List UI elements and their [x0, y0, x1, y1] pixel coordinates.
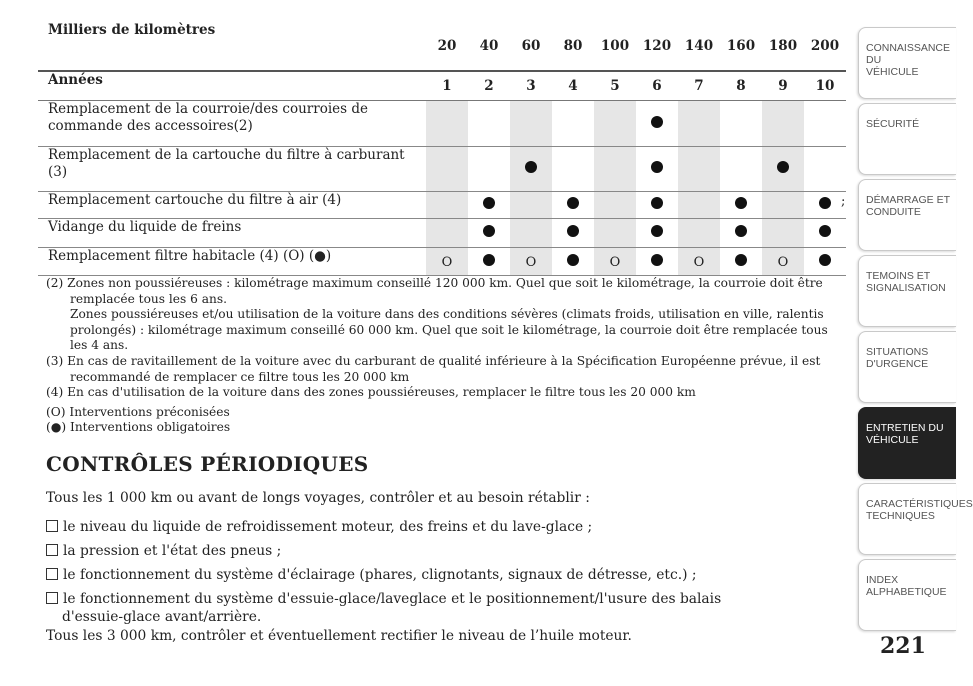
- year-column-header: 8: [720, 71, 762, 101]
- schedule-cell: [594, 219, 636, 248]
- row-label: Remplacement filtre habitacle (4) (O) (●): [38, 248, 426, 276]
- note-2-line: (2) Zones non poussiéreuses : kilométrage maximum conseillé 120 000 km. Quel que soit le kilométrage, la courroie doit être: [46, 276, 823, 290]
- km-column-header: 60: [510, 22, 552, 71]
- sidebar-tab-label: ENTRETIEN DU: [866, 422, 944, 434]
- row-label: Remplacement de la cartouche du filtre à carburant (3): [38, 147, 426, 192]
- section-title: CONTRÔLES PÉRIODIQUES: [46, 452, 369, 476]
- year-column-header: 1: [426, 71, 468, 101]
- schedule-cell: [636, 248, 678, 276]
- sidebar-tab-label: CARACTÉRISTIQUES: [866, 498, 973, 510]
- sidebar-tab-label: DÉMARRAGE ET: [866, 194, 951, 206]
- schedule-cell: [594, 192, 636, 219]
- schedule-cell: [510, 192, 552, 219]
- recommended-mark: O: [693, 254, 705, 270]
- year-column-header: 2: [468, 71, 510, 101]
- legend-mandatory: (●) Interventions obligatoires: [46, 420, 231, 435]
- sidebar-tab-label: VÉHICULE: [866, 434, 919, 446]
- schedule-cell: [552, 248, 594, 276]
- sidebar-tab-label: ALPHABETIQUE: [866, 586, 947, 598]
- checkbox-icon: [46, 568, 58, 580]
- schedule-cell: [678, 192, 720, 219]
- year-column-header: 3: [510, 71, 552, 101]
- mandatory-dot-icon: [651, 116, 663, 128]
- sidebar-tab-label: TECHNIQUES: [866, 510, 935, 522]
- sidebar-tab[interactable]: [858, 483, 973, 555]
- chapter-sidebar: [858, 27, 973, 635]
- list-item-text: la pression et l'état des pneus ;: [63, 543, 282, 559]
- sidebar-tab[interactable]: [858, 179, 956, 251]
- mandatory-dot-icon: [735, 197, 747, 209]
- list-item: [46, 590, 836, 608]
- schedule-cell: [720, 192, 762, 219]
- mandatory-dot-icon: [651, 225, 663, 237]
- sidebar-tab-label: TEMOINS ET: [866, 270, 931, 282]
- schedule-cell: [804, 248, 846, 276]
- schedule-cell: [678, 147, 720, 192]
- mandatory-dot-icon: [483, 254, 495, 266]
- schedule-cell: [468, 101, 510, 147]
- mandatory-dot-icon: [651, 161, 663, 173]
- schedule-cell: [720, 147, 762, 192]
- schedule-cell: [762, 219, 804, 248]
- schedule-cell: [426, 101, 468, 147]
- km-header-label: Milliers de kilomètres: [38, 22, 426, 71]
- sidebar-tab[interactable]: [858, 255, 956, 327]
- sidebar-tab-label: VÉHICULE: [866, 66, 919, 78]
- recommended-mark: O: [525, 254, 537, 270]
- sidebar-tab-label: SITUATIONS: [866, 346, 929, 358]
- mandatory-dot-icon: [567, 254, 579, 266]
- km-column-header: 140: [678, 22, 720, 71]
- sidebar-tab-label: INDEX: [866, 574, 899, 586]
- sidebar-tab[interactable]: [858, 27, 956, 99]
- schedule-cell: [552, 101, 594, 147]
- note-2-line: les 4 ans.: [70, 338, 129, 353]
- mandatory-dot-icon: [483, 197, 495, 209]
- mandatory-dot-icon: [525, 161, 537, 173]
- schedule-cell: [426, 192, 468, 219]
- schedule-cell: [468, 192, 510, 219]
- mandatory-dot-icon: [819, 225, 831, 237]
- mandatory-dot-icon: [651, 197, 663, 209]
- list-item-text: le fonctionnement du système d'essuie-glace/laveglace et le positionnement/l'usure des balais: [63, 591, 722, 607]
- note-2-line: remplacée tous les 6 ans.: [70, 291, 228, 306]
- schedule-cell: [594, 101, 636, 147]
- mandatory-dot-icon: [735, 254, 747, 266]
- check-list: [46, 518, 836, 626]
- year-column-header: 4: [552, 71, 594, 101]
- legend-recommended: (O) Interventions préconisées: [46, 404, 230, 419]
- schedule-cell: [594, 147, 636, 192]
- sidebar-tab[interactable]: [858, 103, 956, 175]
- checkbox-icon: [46, 592, 58, 604]
- schedule-cell: [762, 101, 804, 147]
- schedule-cell: [804, 147, 846, 192]
- schedule-cell: [720, 219, 762, 248]
- sidebar-tab-label: CONNAISSANCE DU: [866, 42, 951, 66]
- sidebar-tab[interactable]: [858, 331, 956, 403]
- km-column-header: 160: [720, 22, 762, 71]
- mandatory-dot-icon: [483, 225, 495, 237]
- row-label: Vidange du liquide de freins: [38, 219, 426, 248]
- mandatory-dot-icon: [567, 197, 579, 209]
- schedule-cell: [762, 147, 804, 192]
- mandatory-dot-icon: [651, 254, 663, 266]
- km-column-header: 100: [594, 22, 636, 71]
- section-intro: Tous les 1 000 km ou avant de longs voyages, contrôler et au besoin rétablir :: [46, 490, 590, 506]
- schedule-cell: [468, 248, 510, 276]
- km-header-row: [38, 22, 846, 71]
- schedule-cell: [426, 147, 468, 192]
- km-column-header: 20: [426, 22, 468, 71]
- schedule-cell: [468, 219, 510, 248]
- schedule-cell: [720, 101, 762, 147]
- side-mark: ;: [841, 194, 846, 209]
- km-column-header: 180: [762, 22, 804, 71]
- schedule-cell: [678, 248, 720, 276]
- row-label: Remplacement de la courroie/des courroies de commande des accessoires(2): [38, 101, 426, 147]
- sidebar-tab-label: CONDUITE: [866, 206, 921, 218]
- table-row: [38, 101, 846, 147]
- note-2-line: Zones poussiéreuses et/ou utilisation de la voiture dans des conditions sévères (climats froids, utilisation en ville, ralentis: [70, 307, 824, 322]
- sidebar-tab[interactable]: [858, 407, 956, 479]
- list-item-text: le fonctionnement du système d'éclairage (phares, clignotants, signaux de détresse, etc.) ;: [63, 567, 697, 583]
- schedule-cell: [426, 248, 468, 276]
- schedule-cell: [510, 248, 552, 276]
- schedule-cell: [552, 147, 594, 192]
- recommended-mark: O: [777, 254, 789, 270]
- schedule-cell: [510, 219, 552, 248]
- recommended-mark: O: [609, 254, 621, 270]
- schedule-cell: [720, 248, 762, 276]
- km-column-header: 80: [552, 22, 594, 71]
- mandatory-dot-icon: [567, 225, 579, 237]
- note-3-line: (3) En cas de ravitaillement de la voiture avec du carburant de qualité inférieure à la Spécification Européenne prévue, il est: [46, 353, 821, 368]
- sidebar-tab[interactable]: [858, 559, 956, 631]
- schedule-cell: [552, 219, 594, 248]
- schedule-cell: [636, 192, 678, 219]
- sidebar-tab-label: SIGNALISATION: [866, 282, 946, 294]
- schedule-cell: [762, 192, 804, 219]
- list-item-continuation: d'essuie-glace avant/arrière.: [62, 609, 262, 625]
- table-row: [38, 219, 846, 248]
- schedule-cell: [636, 101, 678, 147]
- schedule-cell: [804, 101, 846, 147]
- table-row: [38, 192, 846, 219]
- note-2-line: prolongés) : kilométrage maximum conseillé 60 000 km. Quel que soit le kilométrage, la courroie doit être remplacée tous: [70, 322, 828, 337]
- list-item: [46, 566, 836, 584]
- year-column-header: 10: [804, 71, 846, 101]
- year-column-header: 9: [762, 71, 804, 101]
- schedule-cell: [678, 101, 720, 147]
- schedule-cell: [636, 147, 678, 192]
- table-row: [38, 248, 846, 276]
- year-column-header: 6: [636, 71, 678, 101]
- km-column-header: 200: [804, 22, 846, 71]
- sidebar-tab-label: D'URGENCE: [866, 358, 929, 370]
- recommended-mark: O: [441, 254, 453, 270]
- list-item: [46, 542, 836, 560]
- schedule-cell: [426, 219, 468, 248]
- schedule-cell: [804, 192, 846, 219]
- checkbox-icon: [46, 520, 58, 532]
- schedule-cell: [804, 219, 846, 248]
- km-column-header: 40: [468, 22, 510, 71]
- note-4: (4) En cas d'utilisation de la voiture dans des zones poussiéreuses, remplacer le filtre tous les 20 000 km: [46, 385, 696, 400]
- list-item-text: le niveau du liquide de refroidissement moteur, des freins et du lave-glace ;: [63, 519, 593, 535]
- years-row: [38, 71, 846, 101]
- mandatory-dot-icon: [819, 197, 831, 209]
- mandatory-dot-icon: [819, 254, 831, 266]
- year-column-header: 5: [594, 71, 636, 101]
- schedule-cell: [510, 147, 552, 192]
- mandatory-dot-icon: [735, 225, 747, 237]
- list-item: [46, 518, 836, 536]
- mandatory-dot-icon: [777, 161, 789, 173]
- note-3-line: recommandé de remplacer ce filtre tous les 20 000 km: [70, 369, 410, 384]
- row-label: Remplacement cartouche du filtre à air (4): [38, 192, 426, 219]
- schedule-cell: [510, 101, 552, 147]
- schedule-cell: [552, 192, 594, 219]
- schedule-cell: [636, 219, 678, 248]
- checkbox-icon: [46, 544, 58, 556]
- schedule-cell: [594, 248, 636, 276]
- page-number: 221: [880, 633, 926, 659]
- years-label: Années: [38, 71, 426, 101]
- schedule-cell: [762, 248, 804, 276]
- maintenance-schedule-table: [38, 22, 846, 276]
- table-row: [38, 147, 846, 192]
- km-column-header: 120: [636, 22, 678, 71]
- section-outro: Tous les 3 000 km, contrôler et éventuellement rectifier le niveau de l’huile moteur.: [46, 628, 632, 644]
- schedule-cell: [678, 219, 720, 248]
- footnotes: [46, 276, 836, 436]
- year-column-header: 7: [678, 71, 720, 101]
- schedule-cell: [468, 147, 510, 192]
- sidebar-tab-label: SÉCURITÉ: [866, 118, 920, 130]
